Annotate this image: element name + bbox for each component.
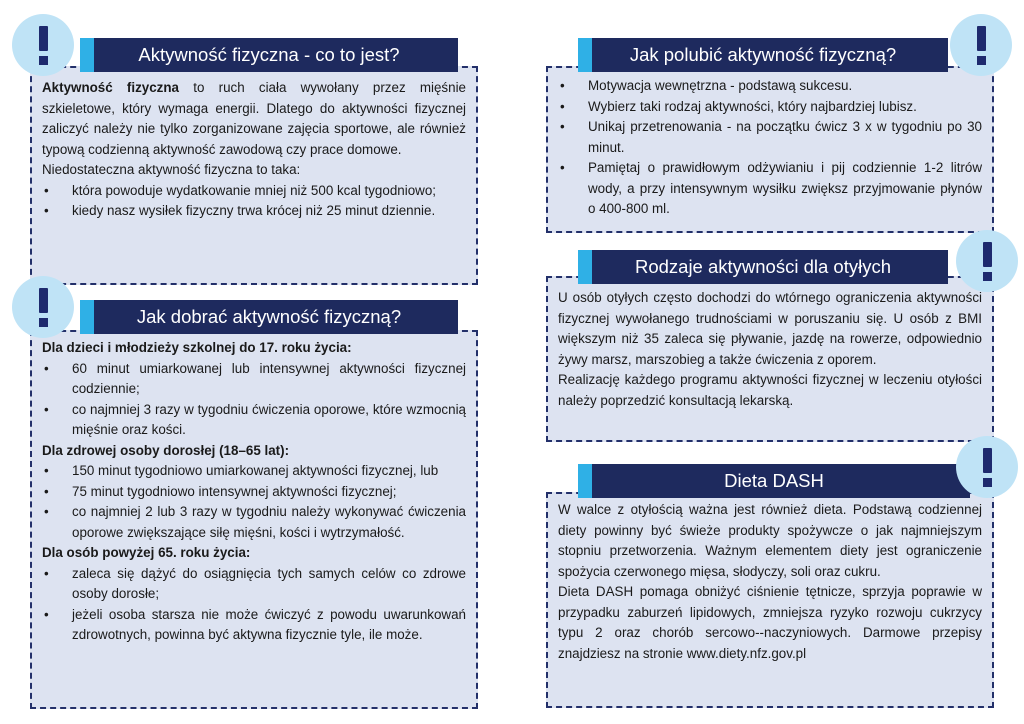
bullet-list [42,564,466,646]
list-item: • kiedy nasz wysiłek fizyczny trwa krócej niż 25 minut dziennie. [42,201,466,222]
section-title-rodzaje [578,250,948,284]
section-title-text: Jak dobrać aktywność fizyczną? [136,306,402,327]
list-item: • Motywacja wewnętrzna - podstawą sukcesu. [558,76,982,97]
list-item: • co najmniej 2 lub 3 razy w tygodniu należy wykonywać ćwiczenia oporowe zwiększające siłę mięśni, kości i wytrzymałość. [42,502,466,543]
exclamation-bar [39,288,48,313]
exclamation-dot [983,478,992,487]
list-item: • która powoduje wydatkowanie mniej niż 500 kcal tygodniowo; [42,181,466,202]
list-item: • zaleca się dążyć do osiągnięcia tych samych celów co zdrowe osoby dorosłe; [42,564,466,605]
exclamation-bar [983,448,992,473]
box-rodzaje [546,276,994,442]
intro-text: Niedostateczna aktywność fizyczna to taka: [42,162,301,177]
exclamation-dot [39,318,48,327]
header-accent [578,464,592,498]
section-title-co-to-jest [80,38,458,72]
bullet-list [558,76,982,220]
list-item: • co najmniej 3 razy w tygodniu ćwiczenia oporowe, które wzmocnią mięśnie oraz kości. [42,400,466,441]
paragraph: W walce z otyłością ważna jest również dieta. Podstawą codziennej diety powinny być świeże produkty spożywcze o jak najmniejszym stopniu przetworzenia. Ważnym elementem diety jest ograniczenie spożycia czerwonego mięsa, słodyczy, soli oraz cukru. [558,502,982,579]
header-accent [578,38,592,72]
paragraph-definition [42,78,466,160]
box-co-to-jest [30,66,478,285]
section-title-jak-dobrac [80,300,458,334]
exclamation-icon [956,230,1018,292]
section-title-jak-polubic [578,38,948,72]
group-heading-text: Dla zdrowej osoby dorosłej (18–65 lat): [42,442,290,458]
section-title-text: Dieta DASH [724,470,824,491]
list-item: • Pamiętaj o prawidłowym odżywianiu i pij codziennie 1-2 litrów wody, a przy intensywnym wysiłku zwiększ przyjmowanie płynów o 400-800 ml. [558,158,982,220]
exclamation-icon [950,14,1012,76]
list-item: • 75 minut tygodniowo intensywnej aktywności fizycznej; [42,482,466,503]
section-title-dash [578,464,970,498]
exclamation-dot [39,56,48,65]
header-accent [80,300,94,334]
box-dieta-dash [546,492,994,708]
group-heading-text: Dla osób powyżej 65. roku życia: [42,545,251,560]
exclamation-icon [956,436,1018,498]
exclamation-bar [983,242,992,267]
exclamation-bar [977,26,986,51]
term-bold: Aktywność fizyczna [42,80,180,95]
group-heading [42,543,466,564]
group-heading-text: Dla dzieci i młodzieży szkolnej do 17. roku życia: [42,340,352,355]
group-heading [42,338,466,359]
header-accent [578,250,592,284]
list-item: • 150 minut tygodniowo umiarkowanej aktywności fizycznej, lub [42,461,466,482]
section-title-text: Rodzaje aktywności dla otyłych [634,256,892,277]
paragraph: U osób otyłych często dochodzi do wtórnego ograniczenia aktywności fizycznej wywołanego trudnościami w poruszaniu się. U osób z BMI większym niż 35 zaleca się pływanie, jazdę na rowerze, odpowiednio żywy marsz, marszobieg a także ćwiczenia z oporem. [558,290,982,367]
bullet-list [42,359,466,441]
section-title-text: Aktywność fizyczna - co to jest? [138,44,400,65]
box-jak-polubic [546,66,994,233]
group-heading [42,441,466,462]
box-jak-dobrac [30,330,478,709]
definition-text: to ruch ciała wywołany przez mięśnie szkieletowe, który wymaga energii. Dlatego do aktywności fizycznej zaliczyć należy nie tylko zorganizowane zajęcia sportowe, ale również typową codzienną aktywność zawodową czy prace domowe. [42,80,467,157]
list-item: • 60 minut umiarkowanej lub intensywnej aktywności fizycznej codziennie; [42,359,466,400]
section-title-text: Jak polubić aktywność fizyczną? [629,44,897,65]
bullet-list [42,461,466,543]
exclamation-bar [39,26,48,51]
list-item: • Unikaj przetrenowania - na początku ćwicz 3 x w tygodniu po 30 minut. [558,117,982,158]
bullet-list [42,181,466,222]
exclamation-dot [983,272,992,281]
exclamation-dot [977,56,986,65]
list-item: • Wybierz taki rodzaj aktywności, który najbardziej lubisz. [558,97,982,118]
exclamation-icon [12,276,74,338]
paragraph: Dieta DASH pomaga obniżyć ciśnienie tętnicze, sprzyja poprawie w przypadku zaburzeń lipidowych, zmniejsza ryzyko rozwoju cukrzycy typu 2 oraz chorób sercowo--naczyniowych. Darmowe przepisy znajdziesz na stronie www.diety.nfz.gov.pl [558,584,982,661]
list-item: • jeżeli osoba starsza nie może ćwiczyć z powodu uwarunkowań zdrowotnych, powinna być aktywna fizycznie tyle, ile może. [42,605,466,646]
header-accent [80,38,94,72]
paragraph: Realizację każdego programu aktywności fizycznej w leczeniu otyłości należy poprzedzić konsultacją lekarską. [558,372,982,408]
exclamation-icon [12,14,74,76]
